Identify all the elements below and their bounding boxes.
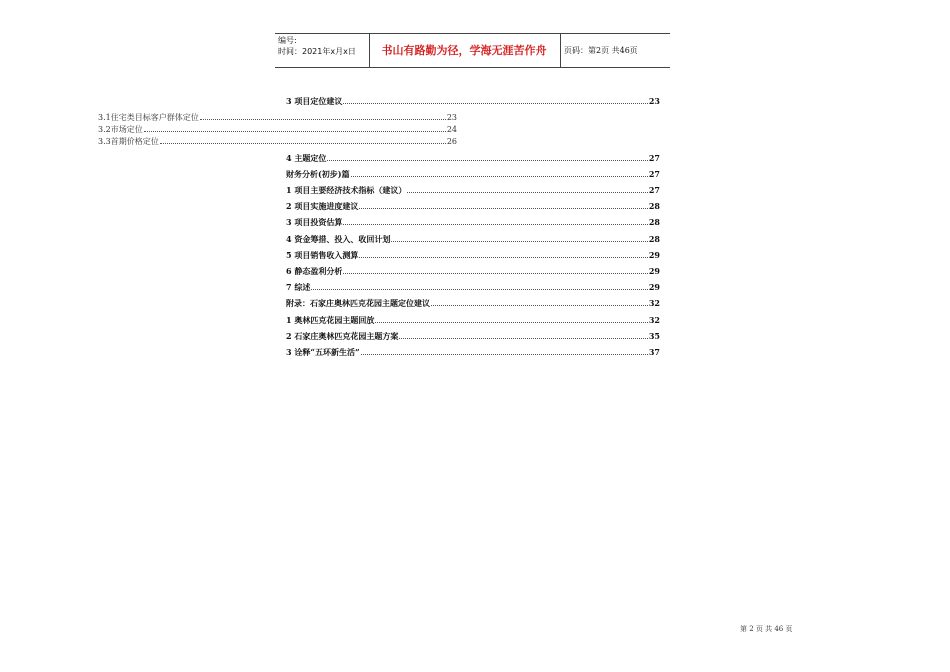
toc-entry-title: 5 项目销售收入测算: [286, 250, 359, 260]
header-time-label: 时间：2021年x月x日: [278, 47, 356, 56]
toc-entry-title: 3.3首期价格定位: [98, 137, 159, 146]
toc-entry-page: 23: [648, 96, 660, 106]
toc-entry-page: 29: [648, 266, 660, 276]
toc-leader-dots: [375, 321, 648, 323]
toc-leader-dots: [343, 102, 648, 104]
toc-entry-page: 32: [648, 298, 660, 308]
toc-leader-dots: [343, 223, 648, 225]
toc-entry-title: 4 主题定位: [286, 153, 327, 163]
toc-entry-title: 3 诠释“五环新生活”: [286, 347, 360, 357]
toc-leader-dots: [359, 207, 648, 209]
page-header: [275, 33, 670, 69]
toc-entry-title: 附录：石家庄奥林匹克花园主题定位建议: [286, 298, 430, 308]
header-page-info: 页码：第2页 共46页: [564, 46, 638, 55]
toc-entry[interactable]: [286, 169, 660, 180]
toc-entry[interactable]: [286, 153, 660, 164]
toc-entry[interactable]: [286, 234, 660, 245]
toc-leader-dots: [200, 118, 446, 120]
toc-entry-title: 3 项目投资估算: [286, 217, 343, 227]
toc-entry[interactable]: [286, 331, 660, 342]
toc-entry[interactable]: [286, 217, 660, 228]
toc-entry-page: 35: [648, 331, 660, 341]
toc-entry[interactable]: [98, 136, 457, 147]
header-top-rule: [275, 33, 670, 34]
header-meta: [278, 35, 356, 57]
toc-entry[interactable]: [98, 124, 457, 135]
toc-entry-page: 23: [446, 113, 457, 122]
toc-leader-dots: [351, 175, 648, 177]
header-number-label: 编号:: [278, 36, 297, 45]
toc-leader-dots: [361, 353, 648, 355]
page-footer: 第 2 页 共 46 页: [740, 625, 793, 633]
toc-entry-title: 6 静态盈利分析: [286, 266, 343, 276]
toc-entry[interactable]: [286, 96, 660, 107]
toc-entry[interactable]: [286, 315, 660, 326]
toc-entry-title: 1 奥林匹克花园主题回放: [286, 315, 375, 325]
toc-entry-title: 3 项目定位建议: [286, 96, 343, 106]
toc-leader-dots: [359, 256, 648, 258]
toc-entry-page: 28: [648, 234, 660, 244]
header-divider: [560, 33, 561, 68]
header-bottom-rule: [275, 67, 670, 68]
toc-entry-page: 26: [446, 137, 457, 146]
toc-leader-dots: [160, 142, 446, 144]
toc-entry-title: 财务分析(初步)篇: [286, 169, 350, 179]
toc-entry-title: 7 综述: [286, 282, 311, 292]
toc-entry-title: 2 石家庄奥林匹克花园主题方案: [286, 331, 399, 341]
toc-entry-title: 4 资金筹措、投入、收回计划: [286, 234, 391, 244]
toc-entry-page: 29: [648, 250, 660, 260]
toc-entry-page: 24: [446, 125, 457, 134]
toc-leader-dots: [311, 288, 648, 290]
toc-leader-dots: [144, 130, 446, 132]
toc-entry[interactable]: [286, 298, 660, 309]
toc-entry-title: 2 项目实施进度建议: [286, 201, 359, 211]
toc-entry-page: 28: [648, 201, 660, 211]
toc-entry-page: 37: [648, 347, 660, 357]
toc-entry-page: 29: [648, 282, 660, 292]
toc-entry-page: 32: [648, 315, 660, 325]
header-motto: 书山有路勤为径，学海无涯苦作舟: [381, 44, 547, 57]
toc-entry[interactable]: [286, 266, 660, 277]
toc-entry[interactable]: [286, 201, 660, 212]
toc-entry[interactable]: [98, 112, 457, 123]
toc-leader-dots: [391, 240, 648, 242]
toc-entry-title: 3.1住宅类目标客户群体定位: [98, 113, 199, 122]
toc-leader-dots: [399, 337, 648, 339]
toc-entry-page: 27: [648, 169, 660, 179]
toc-entry[interactable]: [286, 282, 660, 293]
toc-entry-page: 27: [648, 185, 660, 195]
toc-entry-title: 3.2市场定位: [98, 125, 143, 134]
toc-leader-dots: [327, 159, 648, 161]
toc-entry[interactable]: [286, 347, 660, 358]
toc-entry-title: 1 项目主要经济技术指标（建议）: [286, 185, 407, 195]
toc-entry-page: 28: [648, 217, 660, 227]
toc-entry[interactable]: [286, 185, 660, 196]
toc-leader-dots: [431, 304, 648, 306]
toc-entry-page: 27: [648, 153, 660, 163]
toc-leader-dots: [343, 272, 648, 274]
toc-leader-dots: [407, 191, 648, 193]
toc-entry[interactable]: [286, 250, 660, 261]
